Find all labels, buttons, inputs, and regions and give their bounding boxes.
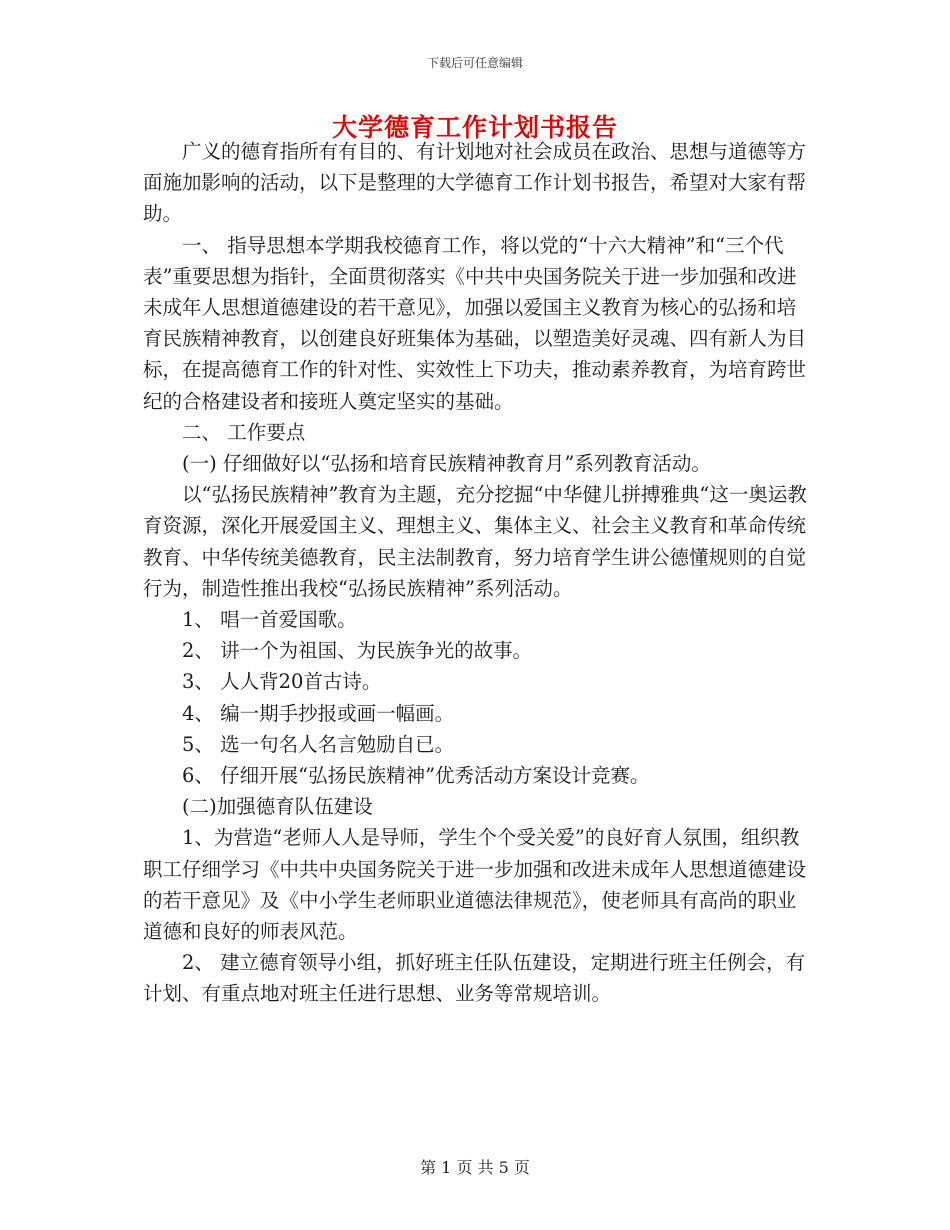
document-body — [143, 136, 813, 1010]
team-building-item-2: 2、 建立德育领导小组，抓好班主任队伍建设，定期进行班主任例会，有计划、有重点地对班主任进行思想、业务等常规培训。 — [143, 951, 806, 1006]
header-note: 下载后可任意编辑 — [426, 56, 523, 70]
national-spirit-paragraph: 以“弘扬民族精神”教育为主题，充分挖掘“中华健儿拼搏雅典“这一奥运教育资源，深化开展爱国主义、理想主义、集体主义、社会主义教育和革命传统教育、中华传统美德教育，民主法制教育，努力培育学生讲公德懂规则的自觉行为，制造性推出我校“弘扬民族精神”系列活动。 — [143, 483, 807, 600]
subsection-heading-2: (二)加强德育队伍建设 — [182, 795, 373, 819]
activity-item-5: 5、 选一句名人名言勉励自已。 — [182, 732, 455, 756]
activity-item-3: 3、 人人背20首古诗。 — [182, 670, 382, 694]
activity-item-2: 2、 讲一个为祖国、为民族争光的故事。 — [182, 639, 533, 663]
section-heading-work-points: 二、 工作要点 — [182, 420, 306, 444]
page-footer: 第 1 页 共 5 页 — [420, 1158, 530, 1177]
activity-item-6: 6、 仔细开展“弘扬民族精神”优秀活动方案设计竞赛。 — [182, 764, 650, 788]
document-title: 大学德育工作计划书报告 — [331, 113, 618, 142]
activity-item-4: 4、 编一期手抄报或画一幅画。 — [182, 701, 455, 725]
intro-paragraph: 广义的德育指所有有目的、有计划地对社会成员在政治、思想与道德等方面施加影响的活动，以下是整理的大学德育工作计划书报告，希望对大家有帮助。 — [143, 140, 807, 226]
subsection-heading-1: (一) 仔细做好以“弘扬和培育民族精神教育月”系列教育活动。 — [182, 452, 711, 476]
team-building-item-1: 1、为营造“老师人人是导师，学生个个受关爱”的良好育人氛围，组织教职工仔细学习《中共中央国务院关于进一步加强和改进未成年人思想道德建设的若干意见》及《中小学生老师职业道德法律规范》，使老师具有高尚的职业道德和良好的师表风范。 — [143, 826, 807, 944]
activity-item-1: 1、 唱一首爱国歌。 — [182, 608, 357, 632]
guiding-thought-paragraph: 一、 指导思想本学期我校德育工作，将以党的“十六大精神”和“三个代表”重要思想为指针，全面贯彻落实《中共中央国务院关于进一步加强和改进未成年人思想道德建设的若干意见》，加强以爱国主义教育为核心的弘扬和培育民族精神教育，以创建良好班集体为基础，以塑造美好灵魂、四有新人为目标，在提高德育工作的针对性、实效性上下功夫，推动素养教育，为培育跨世纪的合格建设者和接班人奠定坚实的基础。 — [143, 233, 807, 413]
